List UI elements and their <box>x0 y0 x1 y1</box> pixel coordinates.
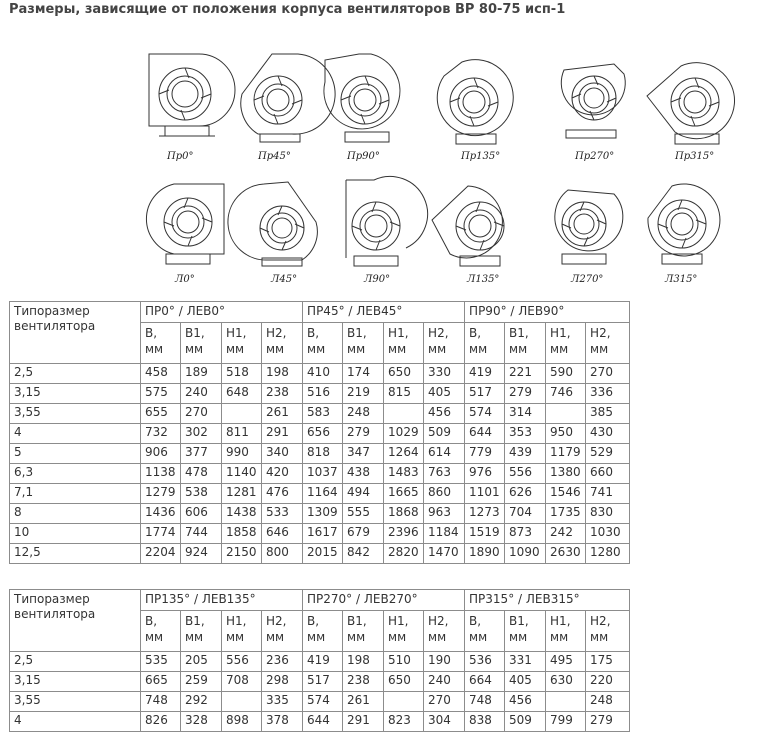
value-cell: 664 <box>465 672 505 692</box>
size-header: Типоразмер вентилятора <box>10 590 141 652</box>
value-cell: 842 <box>343 544 384 564</box>
value-cell: 1546 <box>546 484 586 504</box>
value-cell: 748 <box>465 692 505 712</box>
value-cell: 314 <box>505 404 546 424</box>
value-cell: 1735 <box>546 504 586 524</box>
value-cell: 420 <box>262 464 303 484</box>
value-cell: 219 <box>343 384 384 404</box>
group-header: ПР0° / ЛЕВ0° <box>141 302 303 323</box>
column-header: B1, мм <box>181 611 222 652</box>
value-cell: 630 <box>546 672 586 692</box>
value-cell: 377 <box>181 444 222 464</box>
value-cell: 1858 <box>222 524 262 544</box>
size-cell: 3,15 <box>10 672 141 692</box>
table-row <box>10 384 630 404</box>
value-cell: 1184 <box>424 524 465 544</box>
column-header: H2, мм <box>424 323 465 364</box>
value-cell: 478 <box>181 464 222 484</box>
table-row <box>10 404 630 424</box>
value-cell: 748 <box>141 692 181 712</box>
fan-drawings-row-left <box>0 164 762 290</box>
value-cell: 270 <box>424 692 465 712</box>
value-cell: 708 <box>222 672 262 692</box>
group-header: ПР90° / ЛЕВ90° <box>465 302 630 323</box>
value-cell: 189 <box>181 364 222 384</box>
column-header: B, мм <box>141 611 181 652</box>
value-cell: 1179 <box>546 444 586 464</box>
value-cell: 385 <box>586 404 630 424</box>
value-cell: 205 <box>181 652 222 672</box>
table-row <box>10 652 630 672</box>
value-cell: 198 <box>262 364 303 384</box>
value-cell: 509 <box>424 424 465 444</box>
value-cell: 1138 <box>141 464 181 484</box>
value-cell: 1890 <box>465 544 505 564</box>
value-cell: 1281 <box>222 484 262 504</box>
value-cell: 240 <box>181 384 222 404</box>
column-header: H2, мм <box>586 611 630 652</box>
fan-label-l45: Л45° <box>271 274 298 285</box>
value-cell: 535 <box>141 652 181 672</box>
value-cell <box>546 692 586 712</box>
value-cell: 583 <box>303 404 343 424</box>
value-cell: 646 <box>262 524 303 544</box>
value-cell: 2820 <box>384 544 424 564</box>
value-cell: 655 <box>141 404 181 424</box>
size-cell: 10 <box>10 524 141 544</box>
table-row <box>10 712 630 732</box>
value-cell <box>222 692 262 712</box>
fan-label-pr135: Пр135° <box>461 151 501 162</box>
value-cell: 1101 <box>465 484 505 504</box>
column-header: H1, мм <box>222 323 262 364</box>
value-cell: 279 <box>343 424 384 444</box>
column-header: B, мм <box>465 611 505 652</box>
value-cell: 221 <box>505 364 546 384</box>
value-cell: 1519 <box>465 524 505 544</box>
value-cell: 279 <box>586 712 630 732</box>
value-cell: 517 <box>303 672 343 692</box>
value-cell: 302 <box>181 424 222 444</box>
value-cell: 456 <box>424 404 465 424</box>
value-cell: 330 <box>424 364 465 384</box>
fan-drawing-pr45 <box>241 54 335 142</box>
fan-drawings-right-svg <box>0 22 762 164</box>
value-cell: 518 <box>222 364 262 384</box>
value-cell: 574 <box>303 692 343 712</box>
value-cell: 2396 <box>384 524 424 544</box>
table-row <box>10 672 630 692</box>
value-cell: 438 <box>343 464 384 484</box>
fan-drawing-pr270 <box>561 64 625 138</box>
value-cell: 509 <box>505 712 546 732</box>
value-cell: 335 <box>262 692 303 712</box>
value-cell: 259 <box>181 672 222 692</box>
value-cell: 1280 <box>586 544 630 564</box>
value-cell: 1264 <box>384 444 424 464</box>
value-cell: 476 <box>262 484 303 504</box>
fan-drawing-l135 <box>432 186 504 266</box>
fan-label-pr315: Пр315° <box>675 151 715 162</box>
value-cell: 555 <box>343 504 384 524</box>
value-cell: 556 <box>222 652 262 672</box>
value-cell <box>384 692 424 712</box>
value-cell: 439 <box>505 444 546 464</box>
fan-drawing-pr315 <box>647 63 735 144</box>
column-header: H2, мм <box>586 323 630 364</box>
fan-drawing-l270 <box>555 190 623 264</box>
value-cell: 656 <box>303 424 343 444</box>
value-cell: 1030 <box>586 524 630 544</box>
group-header: ПР135° / ЛЕВ135° <box>141 590 303 611</box>
value-cell: 292 <box>181 692 222 712</box>
column-header: B, мм <box>303 611 343 652</box>
value-cell: 236 <box>262 652 303 672</box>
value-cell: 1380 <box>546 464 586 484</box>
value-cell: 1029 <box>384 424 424 444</box>
value-cell: 838 <box>465 712 505 732</box>
size-cell: 2,5 <box>10 364 141 384</box>
value-cell: 830 <box>586 504 630 524</box>
value-cell: 538 <box>181 484 222 504</box>
size-cell: 3,15 <box>10 384 141 404</box>
size-cell: 4 <box>10 424 141 444</box>
value-cell: 679 <box>343 524 384 544</box>
value-cell: 626 <box>505 484 546 504</box>
value-cell: 405 <box>424 384 465 404</box>
value-cell: 405 <box>505 672 546 692</box>
column-header: B1, мм <box>505 323 546 364</box>
value-cell: 533 <box>262 504 303 524</box>
value-cell: 410 <box>303 364 343 384</box>
table-row <box>10 524 630 544</box>
value-cell: 1868 <box>384 504 424 524</box>
size-cell: 3,55 <box>10 404 141 424</box>
table-1-body <box>10 302 630 564</box>
value-cell: 732 <box>141 424 181 444</box>
size-header: Типоразмер вентилятора <box>10 302 141 364</box>
value-cell: 261 <box>262 404 303 424</box>
column-header: B, мм <box>465 323 505 364</box>
value-cell: 1273 <box>465 504 505 524</box>
table-row <box>10 464 630 484</box>
value-cell: 1617 <box>303 524 343 544</box>
value-cell: 763 <box>424 464 465 484</box>
column-header: B1, мм <box>181 323 222 364</box>
value-cell: 818 <box>303 444 343 464</box>
dimensions-table-2 <box>9 589 630 732</box>
value-cell: 990 <box>222 444 262 464</box>
value-cell: 614 <box>424 444 465 464</box>
group-header: ПР315° / ЛЕВ315° <box>465 590 630 611</box>
value-cell: 190 <box>424 652 465 672</box>
value-cell: 800 <box>262 544 303 564</box>
table-row <box>10 504 630 524</box>
table-row <box>10 484 630 504</box>
fan-drawing-l0 <box>146 184 224 264</box>
value-cell: 270 <box>586 364 630 384</box>
value-cell: 574 <box>465 404 505 424</box>
size-cell: 2,5 <box>10 652 141 672</box>
value-cell: 746 <box>546 384 586 404</box>
value-cell: 1090 <box>505 544 546 564</box>
fan-label-l135: Л135° <box>467 274 500 285</box>
fan-label-l0: Л0° <box>175 274 195 285</box>
fan-drawing-l90 <box>346 176 428 266</box>
value-cell: 873 <box>505 524 546 544</box>
column-header: H2, мм <box>424 611 465 652</box>
page-title: Размеры, зависящие от положения корпуса вентиляторов ВР 80-75 исп-1 <box>9 2 566 17</box>
value-cell: 650 <box>384 672 424 692</box>
value-cell: 220 <box>586 672 630 692</box>
value-cell: 1164 <box>303 484 343 504</box>
value-cell: 660 <box>586 464 630 484</box>
value-cell: 456 <box>505 692 546 712</box>
table-2-group-row <box>10 590 630 611</box>
value-cell: 1279 <box>141 484 181 504</box>
value-cell: 261 <box>343 692 384 712</box>
value-cell: 304 <box>424 712 465 732</box>
value-cell: 704 <box>505 504 546 524</box>
value-cell: 860 <box>424 484 465 504</box>
value-cell: 279 <box>505 384 546 404</box>
column-header: B, мм <box>303 323 343 364</box>
value-cell: 575 <box>141 384 181 404</box>
fan-drawing-pr0 <box>149 54 235 136</box>
value-cell: 644 <box>303 712 343 732</box>
value-cell: 494 <box>343 484 384 504</box>
table-1-group-row <box>10 302 630 323</box>
dimensions-table-1 <box>9 301 630 564</box>
value-cell <box>384 404 424 424</box>
value-cell <box>222 404 262 424</box>
value-cell: 291 <box>343 712 384 732</box>
value-cell: 741 <box>586 484 630 504</box>
value-cell: 826 <box>141 712 181 732</box>
fan-label-pr90: Пр90° <box>347 151 380 162</box>
value-cell: 823 <box>384 712 424 732</box>
value-cell: 2015 <box>303 544 343 564</box>
value-cell: 248 <box>343 404 384 424</box>
value-cell: 590 <box>546 364 586 384</box>
column-header: H2, мм <box>262 611 303 652</box>
value-cell: 2150 <box>222 544 262 564</box>
value-cell: 536 <box>465 652 505 672</box>
column-header: B1, мм <box>343 611 384 652</box>
value-cell: 1483 <box>384 464 424 484</box>
column-header: H1, мм <box>384 611 424 652</box>
column-header: B1, мм <box>505 611 546 652</box>
size-cell: 8 <box>10 504 141 524</box>
value-cell: 240 <box>424 672 465 692</box>
size-cell: 3,55 <box>10 692 141 712</box>
value-cell: 799 <box>546 712 586 732</box>
value-cell: 644 <box>465 424 505 444</box>
value-cell: 198 <box>343 652 384 672</box>
value-cell: 331 <box>505 652 546 672</box>
fan-drawing-l315 <box>648 184 720 264</box>
value-cell: 976 <box>465 464 505 484</box>
fan-label-pr45: Пр45° <box>258 151 291 162</box>
fan-drawings-row-right <box>0 22 762 164</box>
value-cell: 529 <box>586 444 630 464</box>
value-cell: 248 <box>586 692 630 712</box>
column-header: H1, мм <box>546 323 586 364</box>
group-header: ПР45° / ЛЕВ45° <box>303 302 465 323</box>
fan-label-pr270: Пр270° <box>575 151 615 162</box>
value-cell <box>546 404 586 424</box>
value-cell: 347 <box>343 444 384 464</box>
value-cell: 353 <box>505 424 546 444</box>
value-cell: 744 <box>181 524 222 544</box>
value-cell: 1774 <box>141 524 181 544</box>
value-cell: 298 <box>262 672 303 692</box>
table-row <box>10 364 630 384</box>
value-cell: 1140 <box>222 464 262 484</box>
value-cell: 665 <box>141 672 181 692</box>
value-cell: 2630 <box>546 544 586 564</box>
value-cell: 606 <box>181 504 222 524</box>
value-cell: 924 <box>181 544 222 564</box>
column-header: H1, мм <box>384 323 424 364</box>
value-cell: 242 <box>546 524 586 544</box>
value-cell: 1436 <box>141 504 181 524</box>
table-row <box>10 444 630 464</box>
value-cell: 815 <box>384 384 424 404</box>
fan-label-l90: Л90° <box>364 274 391 285</box>
value-cell: 378 <box>262 712 303 732</box>
fan-drawing-pr135 <box>437 60 513 144</box>
value-cell: 1309 <box>303 504 343 524</box>
value-cell: 328 <box>181 712 222 732</box>
fan-drawings-left-svg <box>0 164 762 290</box>
value-cell: 430 <box>586 424 630 444</box>
value-cell: 336 <box>586 384 630 404</box>
column-header: B1, мм <box>343 323 384 364</box>
value-cell: 1438 <box>222 504 262 524</box>
value-cell: 1470 <box>424 544 465 564</box>
value-cell: 2204 <box>141 544 181 564</box>
value-cell: 510 <box>384 652 424 672</box>
value-cell: 340 <box>262 444 303 464</box>
value-cell: 419 <box>303 652 343 672</box>
value-cell: 1037 <box>303 464 343 484</box>
size-cell: 7,1 <box>10 484 141 504</box>
value-cell: 950 <box>546 424 586 444</box>
column-header: H1, мм <box>546 611 586 652</box>
size-cell: 5 <box>10 444 141 464</box>
size-cell: 4 <box>10 712 141 732</box>
fan-drawing-l45 <box>228 182 317 266</box>
table-row <box>10 424 630 444</box>
size-cell: 6,3 <box>10 464 141 484</box>
value-cell: 419 <box>465 364 505 384</box>
column-header: H1, мм <box>222 611 262 652</box>
fan-label-l270: Л270° <box>571 274 604 285</box>
column-header: B, мм <box>141 323 181 364</box>
table-2-body <box>10 590 630 732</box>
value-cell: 238 <box>343 672 384 692</box>
table-row <box>10 544 630 564</box>
value-cell: 648 <box>222 384 262 404</box>
fan-label-pr0: Пр0° <box>167 151 194 162</box>
value-cell: 516 <box>303 384 343 404</box>
value-cell: 811 <box>222 424 262 444</box>
value-cell: 291 <box>262 424 303 444</box>
value-cell: 270 <box>181 404 222 424</box>
value-cell: 175 <box>586 652 630 672</box>
value-cell: 495 <box>546 652 586 672</box>
value-cell: 458 <box>141 364 181 384</box>
fan-label-l315: Л315° <box>665 274 698 285</box>
size-cell: 12,5 <box>10 544 141 564</box>
value-cell: 779 <box>465 444 505 464</box>
value-cell: 174 <box>343 364 384 384</box>
value-cell: 906 <box>141 444 181 464</box>
value-cell: 238 <box>262 384 303 404</box>
value-cell: 517 <box>465 384 505 404</box>
value-cell: 1665 <box>384 484 424 504</box>
table-row <box>10 692 630 712</box>
value-cell: 963 <box>424 504 465 524</box>
group-header: ПР270° / ЛЕВ270° <box>303 590 465 611</box>
column-header: H2, мм <box>262 323 303 364</box>
value-cell: 898 <box>222 712 262 732</box>
value-cell: 650 <box>384 364 424 384</box>
value-cell: 556 <box>505 464 546 484</box>
